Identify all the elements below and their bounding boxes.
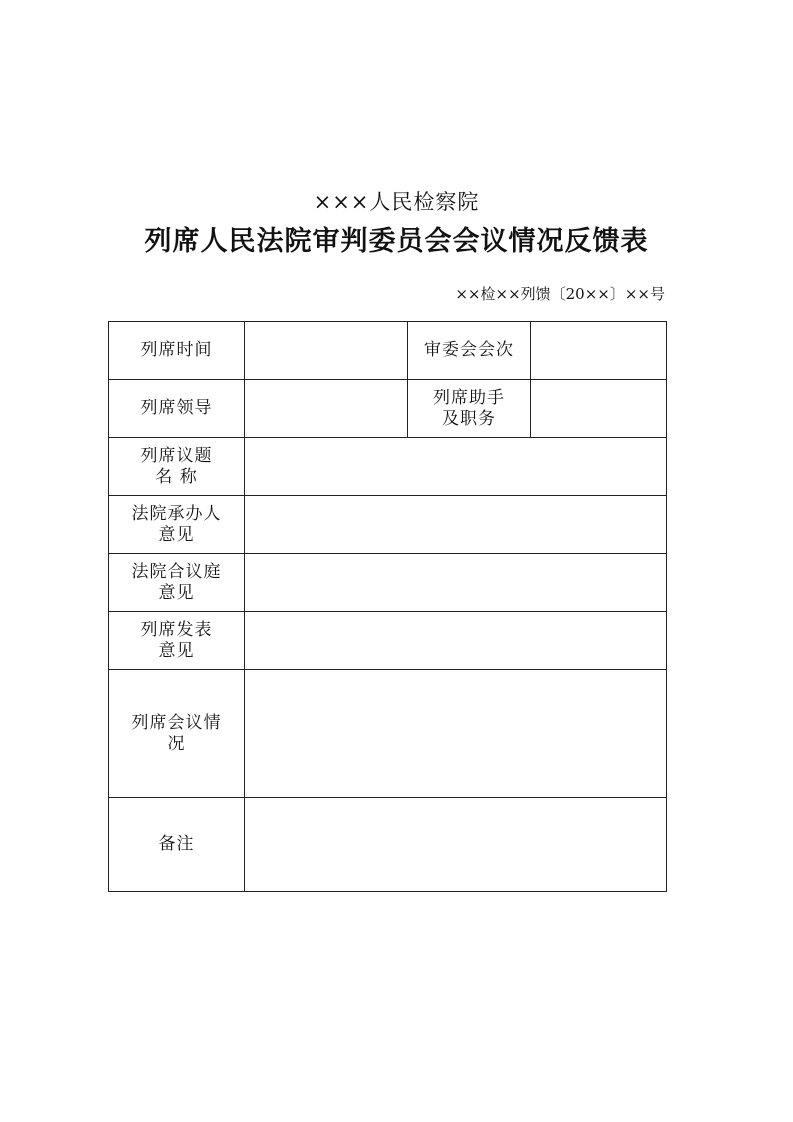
opinion-label-line1: 列席发表 [140,619,213,640]
handler-label-line2: 意见 [158,524,195,545]
remarks-label-cell [109,798,245,892]
organization-name: ×××人民检察院 [313,190,480,214]
panel-label-line2: 意见 [158,582,195,603]
meeting-label-line1: 列席会议情 [131,712,222,733]
opinion-value-cell[interactable] [245,612,667,670]
assistant-label-cell [408,380,531,438]
session-value-cell[interactable] [531,322,667,380]
remarks-value-cell[interactable] [245,798,667,892]
topic-label-line1: 列席议题 [140,445,213,466]
assistant-label-line1: 列席助手 [433,387,505,408]
row-time-session [109,322,667,380]
row-handler-opinion [109,496,667,554]
meeting-label-cell [109,670,245,798]
leader-value-cell[interactable] [245,380,408,438]
row-panel-opinion [109,554,667,612]
document-number: ××检××列馈〔20××〕××号 [455,285,665,303]
row-remarks [109,798,667,892]
topic-value-cell[interactable] [245,438,667,496]
row-topic [109,438,667,496]
assistant-label-line2: 及职务 [442,408,496,429]
session-label-cell [408,322,531,380]
remarks-label: 备注 [158,834,195,854]
topic-label-line2: 名 称 [155,466,198,487]
time-value-cell[interactable] [245,322,408,380]
row-leader-assistant [109,380,667,438]
form-title: 列席人民法院审判委员会会议情况反馈表 [144,226,649,257]
handler-value-cell[interactable] [245,496,667,554]
leader-label-cell [109,380,245,438]
time-label-cell [109,322,245,380]
handler-label-cell [109,496,245,554]
panel-value-cell[interactable] [245,554,667,612]
leader-label: 列席领导 [140,398,213,418]
topic-label-cell [109,438,245,496]
meeting-label-line2: 况 [167,733,186,754]
opinion-label-line2: 意见 [158,640,195,661]
assistant-value-cell[interactable] [531,380,667,438]
session-label: 审委会会次 [424,340,514,360]
opinion-label-cell [109,612,245,670]
handler-label-line1: 法院承办人 [131,503,222,524]
panel-label-line1: 法院合议庭 [131,561,222,582]
row-meeting-situation [109,670,667,798]
panel-label-cell [109,554,245,612]
row-attendee-opinion [109,612,667,670]
feedback-form-table [108,321,667,892]
time-label: 列席时间 [140,340,213,360]
meeting-value-cell[interactable] [245,670,667,798]
